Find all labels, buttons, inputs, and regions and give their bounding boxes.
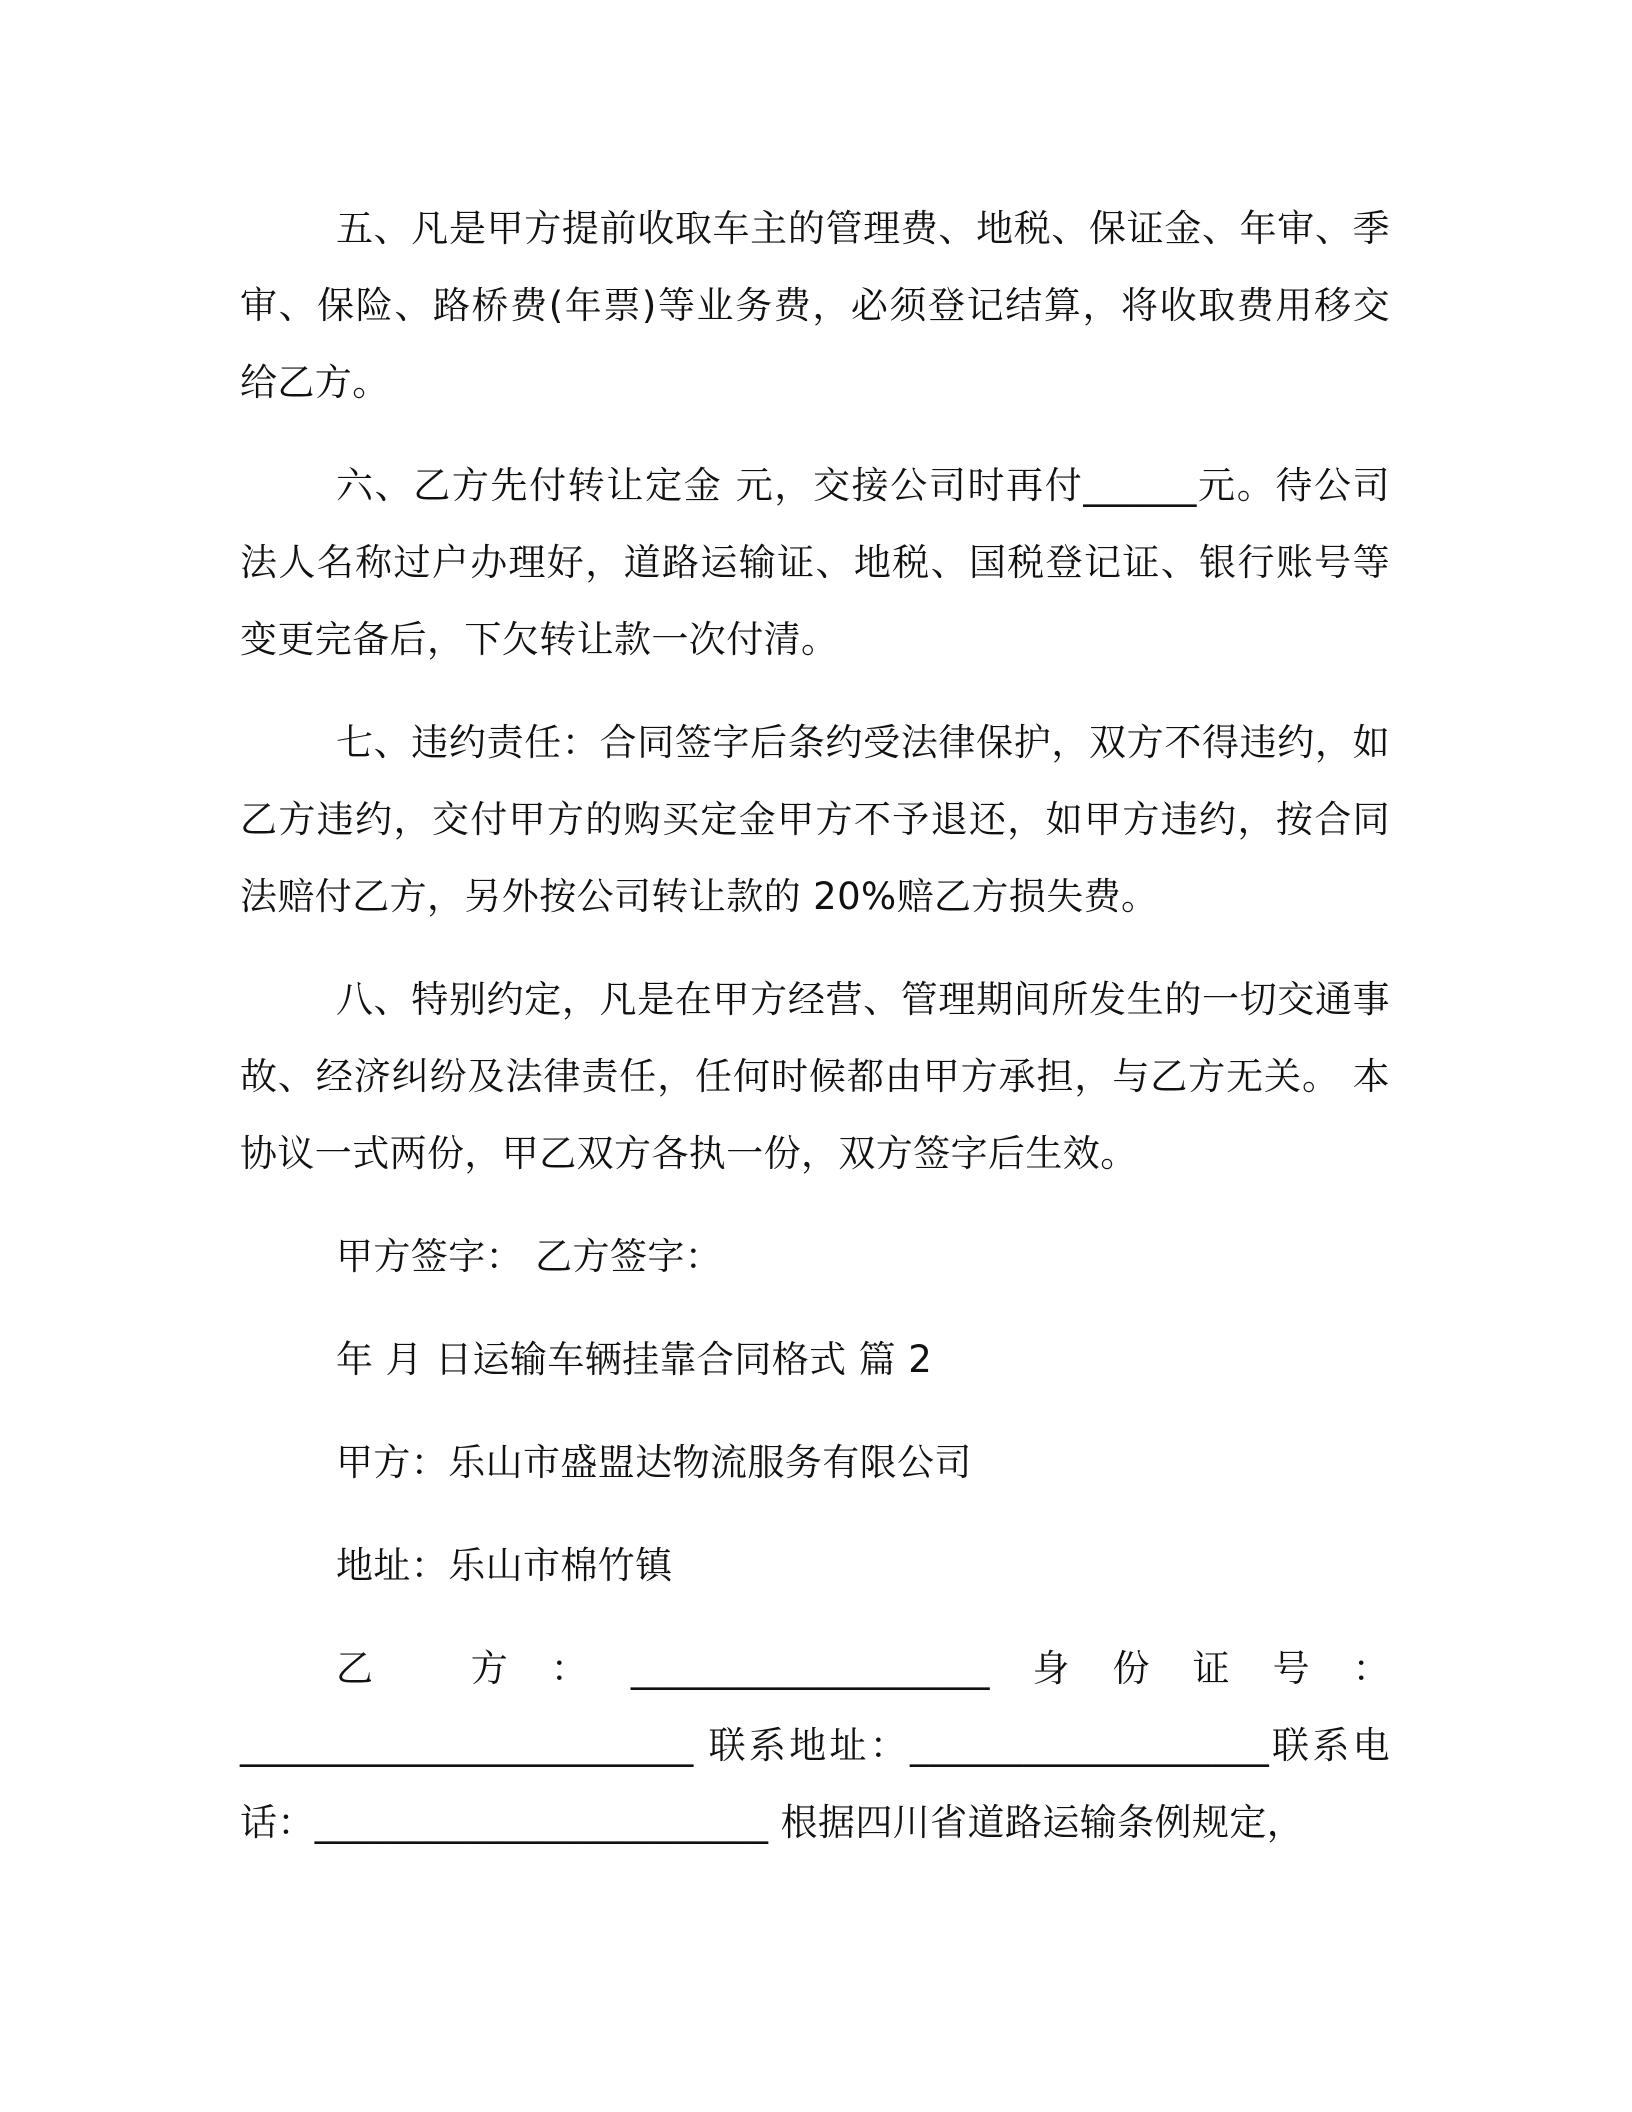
party-b-info: 乙 方：___________________身份证号：________________________ 联系地址：___________________联系电话：________________________ 根据四川省道路运输条例规定， [240,1647,1390,1844]
contract-title: 年 月 日运输车辆挂靠合同格式 篇 2 [336,1338,933,1381]
clause-7: 七、违约责任：合同签字后条约受法律保护，双方不得违约，如乙方违约，交付甲方的购买定金甲方不予退还，如甲方违约，按合同法赔付乙方，另外按公司转让款的 20%赔乙方损失费。 [240,721,1390,918]
document-body [240,190,1390,1887]
clause-6: 六、乙方先付转让定金 元，交接公司时再付______元。待公司法人名称过户办理好，道路运输证、地税、国税登记证、银行账号等变更完备后，下欠转让款一次付清。 [240,464,1390,661]
party-a: 甲方：乐山市盛盟达物流服务有限公司 [336,1441,972,1484]
clause-8: 八、特别约定，凡是在甲方经营、管理期间所发生的一切交通事故、经济纠纷及法律责任，任何时候都由甲方承担，与乙方无关。 本协议一式两份，甲乙双方各执一份，双方签字后生效。 [240,978,1390,1175]
signature-line: 甲方签字： 乙方签字： [336,1235,723,1278]
party-a-address: 地址：乐山市棉竹镇 [336,1544,673,1587]
clause-5: 五、凡是甲方提前收取车主的管理费、地税、保证金、年审、季审、保险、路桥费(年票)等业务费，必须登记结算，将收取费用移交给乙方。 [240,207,1390,404]
